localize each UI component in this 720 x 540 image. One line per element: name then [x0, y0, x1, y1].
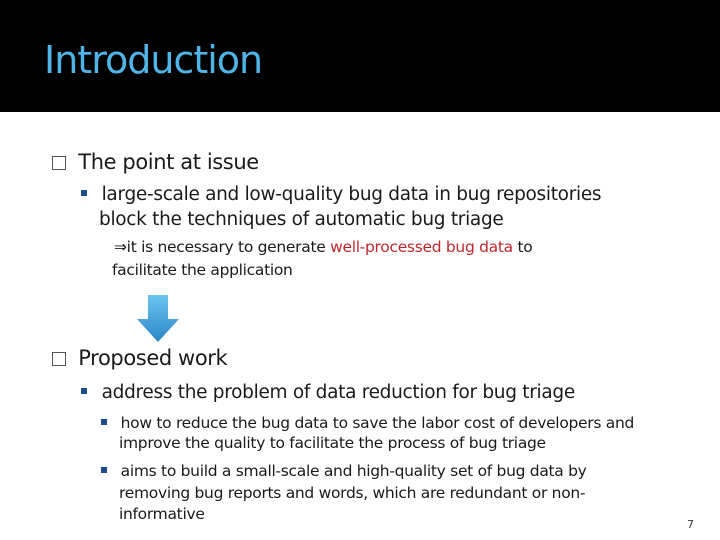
title-bar: [0, 0, 720, 112]
down-arrow-icon: [137, 295, 179, 343]
section-heading-2: Proposed work: [52, 346, 227, 370]
sub-bullet-2-continuation: removing bug reports and words, which are redundant or non-: [119, 484, 586, 502]
note-line-1: ⇒it is necessary to generate well-processed bug data to: [114, 238, 533, 256]
square-bullet-icon: [81, 388, 87, 394]
bullet-2: address the problem of data reduction for bug triage: [81, 382, 575, 403]
square-bullet-icon: [101, 467, 107, 473]
section-heading-1: The point at issue: [52, 150, 259, 174]
sub-bullet-2: aims to build a small-scale and high-quality set of bug data by: [101, 462, 587, 480]
page-number: 7: [687, 518, 694, 531]
sub-bullet-1: how to reduce the bug data to save the labor cost of developers and: [101, 414, 634, 432]
bullet-1: large-scale and low-quality bug data in bug repositories: [81, 184, 601, 205]
highlight-text: well-processed bug data: [330, 238, 513, 256]
bullet-1-continuation: block the techniques of automatic bug triage: [99, 209, 504, 230]
slide-title: Introduction: [44, 38, 263, 82]
square-bullet-icon: [101, 419, 107, 425]
sub-bullet-1-continuation: improve the quality to facilitate the process of bug triage: [119, 434, 546, 452]
checkbox-bullet-icon: [52, 352, 66, 366]
sub-bullet-2-continuation-2: informative: [119, 505, 205, 523]
note-line-2: facilitate the application: [112, 261, 293, 279]
square-bullet-icon: [81, 190, 87, 196]
checkbox-bullet-icon: [52, 156, 66, 170]
